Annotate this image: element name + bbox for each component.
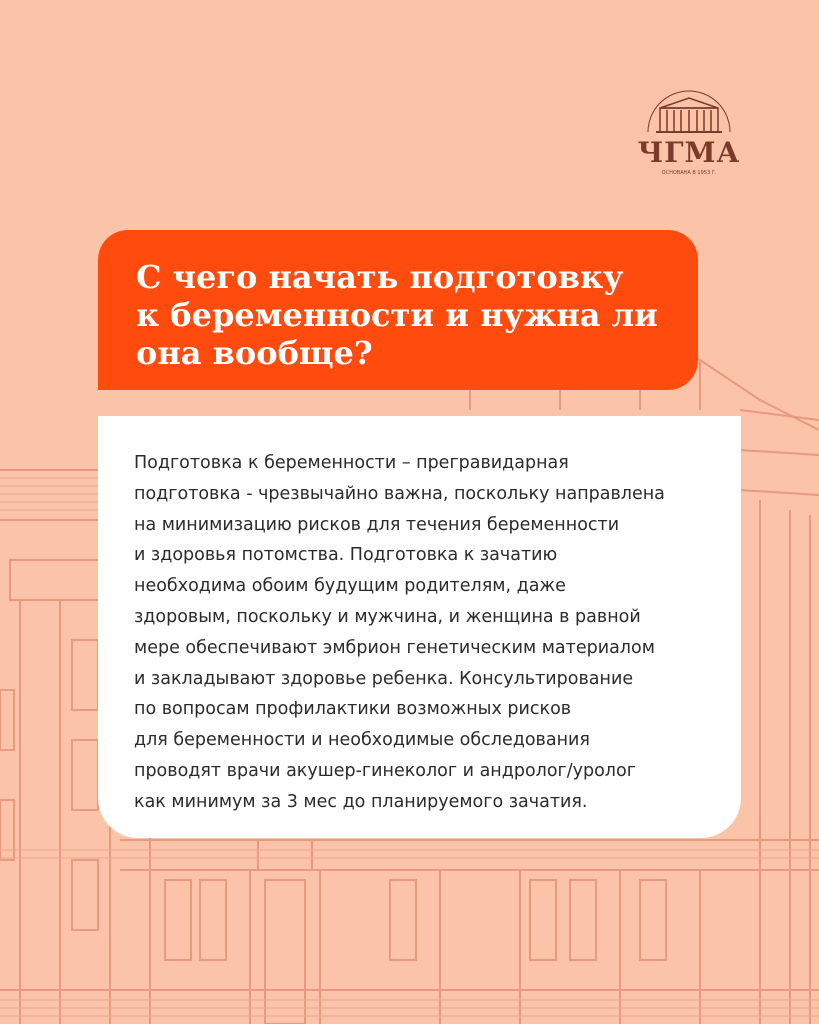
title-banner	[98, 230, 698, 390]
body-paragraph: Подготовка к беременности – прегравидарная подготовка - чрезвычайно важна, поскольку направлена на минимизацию рисков для течения беременности и здоровья потомства. Подготовка к зачатию необходима обоим будущим родителям, даже здоровым, поскольку и мужчина, и женщина в равной мере обеспечивают эмбрион генетическим материалом и закладывают здоровье ребенка. Консультирование по вопросам профилактики возможных рисков для беременности и необходимые обследования проводят врачи акушер-гинеколог и андролог/уролог как минимум за 3 мес до планируемого зачатия.	[134, 453, 665, 812]
logo-founded: ОСНОВАНА В 1953 Г.	[661, 170, 717, 176]
page-title: С чего начать подготовку к беременности и нужна ли она вообще?	[136, 258, 658, 372]
academy-building-icon	[630, 78, 748, 138]
content-card	[98, 416, 741, 838]
logo-abbreviation: ЧГМА	[637, 136, 741, 169]
chgma-logo	[630, 78, 748, 178]
